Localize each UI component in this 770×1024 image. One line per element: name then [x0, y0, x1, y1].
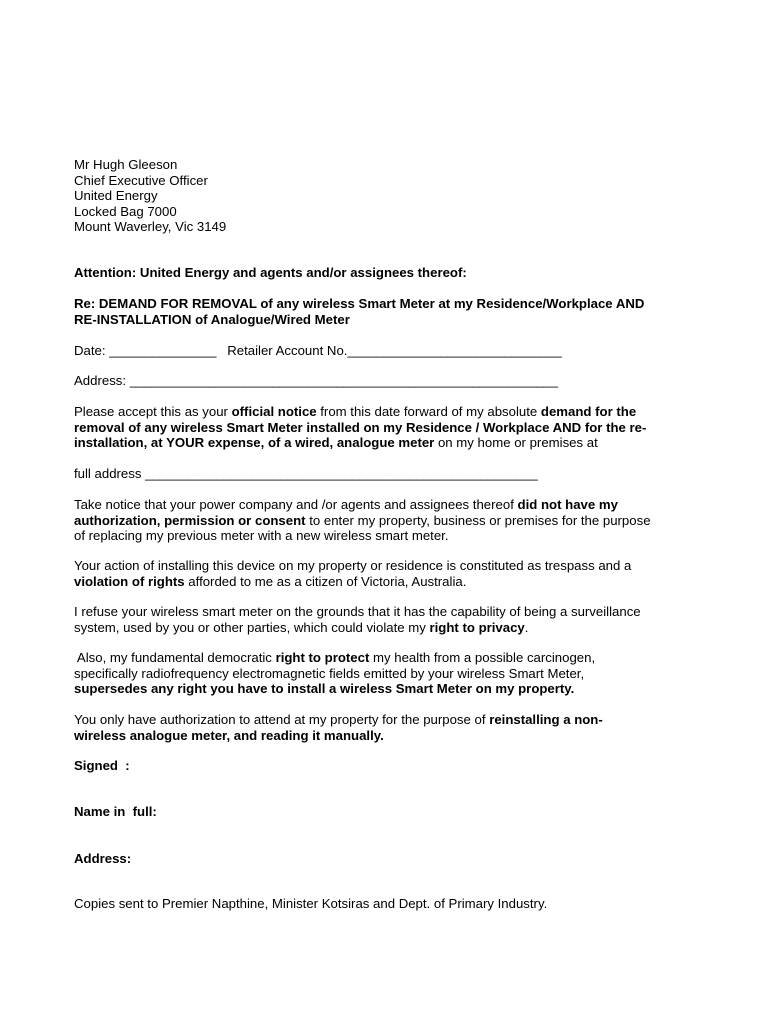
p6-bold: wireless analogue meter, and reading it manually.	[74, 727, 384, 743]
paragraph-trespass	[74, 558, 631, 589]
full-address-label: full address	[74, 466, 142, 481]
copies-sent-line: Copies sent to Premier Napthine, Minister Kotsiras and Dept. of Primary Industry.	[74, 896, 548, 911]
p5-bold: supersedes any right you have to install a wireless Smart Meter on my property.	[74, 681, 575, 696]
paragraph-authorization	[74, 712, 603, 743]
address-blank: ____________________________________________________________	[129, 373, 558, 388]
account-blank: ______________________________	[347, 343, 562, 358]
p1-text: on my home or premises at	[434, 435, 598, 450]
p2-text: Take notice that your power company and /or agents and assignees thereof	[74, 497, 518, 512]
p2-text: of replacing my previous meter with a new wireless smart meter.	[74, 528, 449, 543]
full-address-row	[74, 466, 538, 482]
paragraph-privacy	[74, 604, 641, 635]
signature-address-label: Address:	[74, 851, 132, 866]
paragraph-official-notice	[74, 404, 646, 451]
p5-bold: right to protect	[275, 650, 370, 665]
date-blank: _______________	[109, 343, 217, 358]
p5-text: specifically radiofrequency electromagnetic fields emitted by your wireless Smart Meter,	[74, 665, 585, 681]
p6-text: You only have authorization to attend at my property for the purpose of	[74, 712, 490, 727]
p4-text: system, used by you or other parties, which could violate my	[74, 619, 430, 635]
p5-text: Also, my fundamental democratic	[74, 650, 276, 665]
p1-bold-demand: demand for the	[540, 404, 637, 419]
p2-bold: did not have my	[517, 497, 618, 512]
subject-heading	[74, 296, 644, 327]
p3-bold: violation of rights	[74, 573, 185, 589]
address-row	[74, 373, 558, 389]
recipient-street: Locked Bag 7000	[74, 203, 177, 219]
recipient-suburb: Mount Waverley, Vic 3149	[74, 219, 227, 234]
date-label: Date:	[74, 343, 106, 358]
recipient-name: Mr Hugh Gleeson	[74, 157, 178, 172]
full-address-blank: _______________________________________________________	[145, 466, 538, 481]
subject-line-2: RE-INSTALLATION of Analogue/Wired Meter	[74, 311, 350, 327]
p1-bold-line-3: installation, at YOUR expense, of a wired, analogue meter	[74, 435, 435, 450]
recipient-company: United Energy	[74, 188, 158, 203]
p1-text: from this date forward of my absolute	[316, 404, 541, 419]
p6-bold: reinstalling a non-	[489, 712, 603, 727]
name-in-full-label: Name in full:	[74, 804, 157, 819]
attention-line: Attention: United Energy and agents and/or assignees thereof:	[74, 265, 467, 280]
paragraph-health	[74, 650, 595, 697]
p3-text: Your action of installing this device on my property or residence is constituted as trespass and a	[74, 558, 632, 573]
p3-text: afforded to me as a citizen of Victoria, Australia.	[184, 573, 467, 589]
subject-line-1: Re: DEMAND FOR REMOVAL of any wireless Smart Meter at my Residence/Workplace AND	[74, 296, 645, 311]
p4-text: .	[524, 619, 529, 635]
p1-bold-official-notice: official notice	[231, 404, 317, 419]
p2-text: to enter my property, business or premises for the purpose	[305, 512, 651, 528]
date-account-row	[74, 343, 561, 359]
p5-text: my health from a possible carcinogen,	[369, 650, 596, 665]
p4-text: I refuse your wireless smart meter on the grounds that it has the capability of being a surveillance	[74, 604, 641, 619]
paragraph-take-notice	[74, 497, 651, 544]
signed-label: Signed :	[74, 758, 130, 773]
p4-bold: right to privacy	[429, 619, 525, 635]
recipient-address-block	[74, 157, 226, 235]
p2-bold: authorization, permission or consent	[74, 512, 306, 528]
address-field-label: Address:	[74, 373, 127, 388]
p1-text: Please accept this as your	[74, 404, 232, 419]
recipient-position: Chief Executive Officer	[74, 172, 208, 188]
p1-bold-line-2: removal of any wireless Smart Meter installed on my Residence / Workplace AND for the re-	[74, 419, 647, 435]
account-label: Retailer Account No.	[227, 343, 348, 358]
